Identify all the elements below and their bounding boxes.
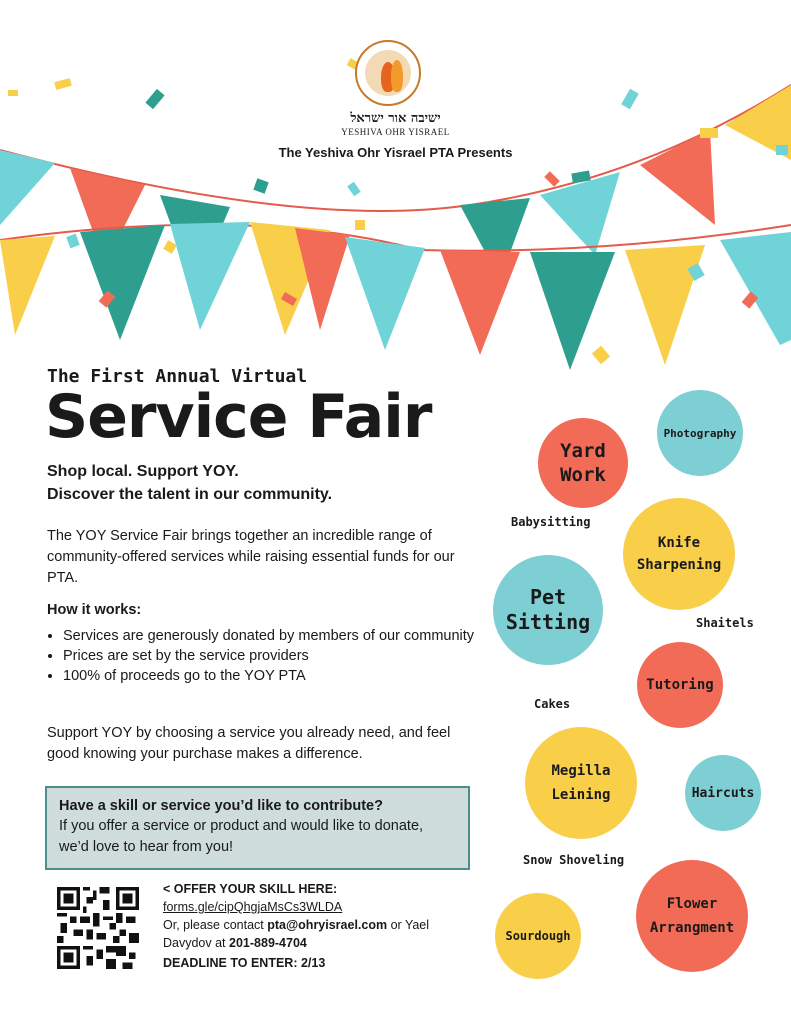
- pennant: [720, 232, 791, 345]
- service-label-shaitels: Shaitels: [696, 616, 754, 630]
- list-item: • 100% of proceeds go to the YOY PTA: [63, 666, 483, 686]
- service-bubble-megilla-leining: Megilla Leining: [525, 727, 637, 839]
- tagline-line-2: Discover the talent in our community.: [47, 486, 333, 503]
- how-it-works-list: [47, 626, 483, 686]
- pennant: [625, 245, 705, 365]
- presents-line: The Yeshiva Ohr Yisrael PTA Presents: [278, 145, 513, 160]
- pennant: [170, 222, 250, 330]
- school-logo: [355, 40, 421, 106]
- service-bubble-haircuts: Haircuts: [685, 755, 761, 831]
- contribute-box: [45, 786, 470, 870]
- intro-paragraph: The YOY Service Fair brings together an incredible range of community-offered services while raising essential funds for our PTA.: [47, 528, 455, 586]
- pennant: [0, 236, 55, 335]
- pennant: [440, 250, 520, 355]
- service-label-snow-shoveling: Snow Shoveling: [523, 853, 625, 867]
- pennant: [640, 130, 715, 225]
- service-bubble-photography: Photography: [657, 390, 743, 476]
- service-label-cakes: Cakes: [534, 697, 571, 711]
- contribute-text: If you offer a service or product and would like to donate, we’d love to hear from you!: [59, 818, 424, 855]
- contact-info: Or, please contact pta@ohryisrael.com or Yael Davydov at 201-889-4704: [163, 918, 430, 950]
- qr-code[interactable]: [57, 887, 139, 969]
- service-bubble-tutoring: Tutoring: [637, 642, 723, 728]
- pennant: [345, 237, 425, 350]
- service-label-babysitting: Babysitting: [511, 515, 591, 529]
- service-bubble-pet-sitting: Pet Sitting: [493, 555, 603, 665]
- tagline-line-1: Shop local. Support YOY.: [47, 463, 239, 480]
- service-bubble-knife-sharpening: Knife Sharpening: [623, 498, 735, 610]
- list-item: • Prices are set by the service providers: [63, 646, 483, 666]
- school-name-english: YESHIVA OHR YISRAEL: [341, 127, 450, 137]
- offer-skill-label: < OFFER YOUR SKILL HERE:: [163, 882, 338, 896]
- pennant: [80, 225, 165, 340]
- contact-email[interactable]: pta@ohryisrael.com: [267, 918, 388, 932]
- service-bubble-yard-work: Yard Work: [538, 418, 628, 508]
- deadline: DEADLINE TO ENTER: 2/13: [163, 956, 326, 970]
- event-subtitle: The First Annual Virtual: [47, 366, 308, 387]
- contribute-heading: Have a skill or service you’d like to contribute?: [59, 798, 383, 814]
- tagline: [47, 460, 332, 506]
- service-bubble-sourdough: Sourdough: [495, 893, 581, 979]
- support-paragraph: Support YOY by choosing a service you already need, and feel good knowing your purchase makes a difference.: [47, 725, 451, 762]
- service-bubble-flower-arrangment: Flower Arrangment: [636, 860, 748, 972]
- contact-phone[interactable]: 201-889-4704: [229, 936, 307, 950]
- event-title: Service Fair: [45, 382, 432, 452]
- school-name-hebrew: ישיבה אור ישראל: [350, 111, 441, 126]
- signup-form-link[interactable]: forms.gle/cipQhgjaMsCs3WLDA: [163, 900, 343, 914]
- flame-icon: [365, 50, 411, 96]
- pennant: [0, 150, 55, 225]
- how-it-works-heading: How it works:: [47, 602, 142, 618]
- list-item: • Services are generously donated by members of our community: [63, 626, 483, 646]
